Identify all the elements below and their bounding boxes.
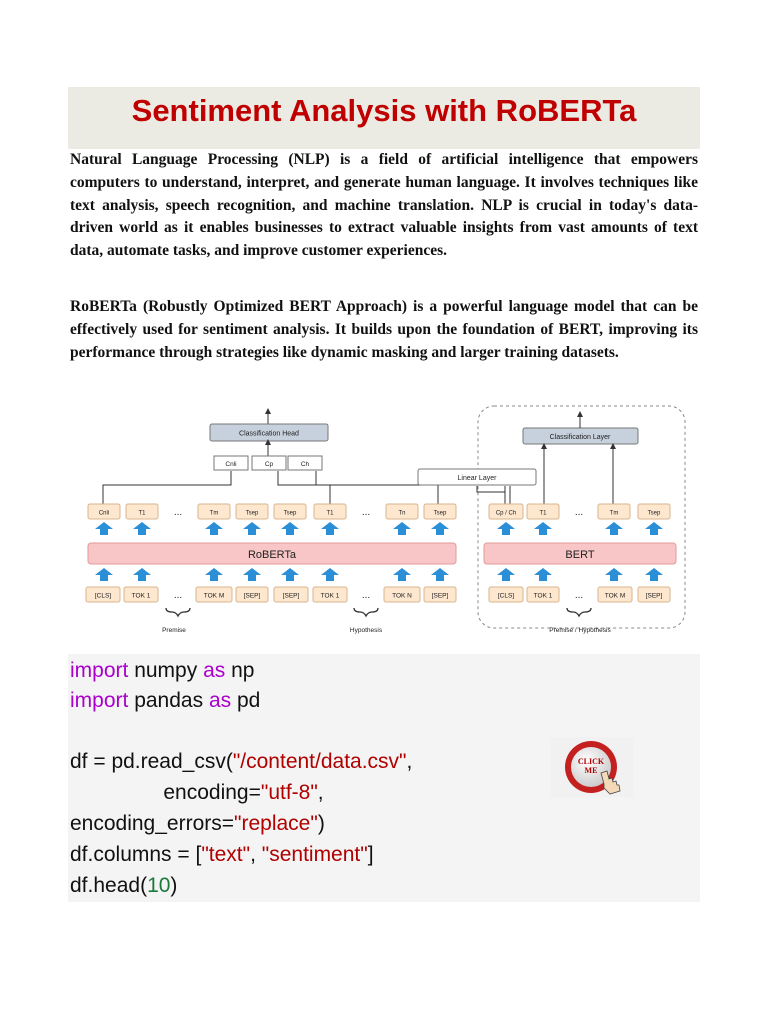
premise-hypothesis-label: Premise / Hypothesis	[549, 627, 611, 634]
page-title: Sentiment Analysis with RoBERTa	[131, 93, 637, 128]
svg-text:[SEP]: [SEP]	[645, 592, 663, 600]
svg-text:TOK 1: TOK 1	[131, 592, 151, 600]
svg-text:TOK M: TOK M	[604, 592, 626, 600]
svg-text:Tsep: Tsep	[283, 510, 297, 517]
code-line-2: import pandas as pd	[70, 689, 261, 712]
svg-text:T1: T1	[539, 510, 547, 517]
svg-text:[SEP]: [SEP]	[282, 592, 300, 600]
bert-head-label: Classification Layer	[549, 434, 611, 441]
intro-paragraph-nlp: Natural Language Processing (NLP) is a field of artificial intelligence that empowers computers to understand, interpret, and generate human language. It involves techniques like text analysis, speech recognition, and machine translation. NLP is crucial in today's data-driven world as it enables businesses to extract valuable insights from vast amounts of text data, automate tasks, and improve customer experiences.	[70, 151, 698, 260]
svg-text:[CLS]: [CLS]	[497, 592, 515, 600]
intro-paragraph-roberta: RoBERTa (Robustly Optimized BERT Approach) is a powerful language model that can be effectively used for sentiment analysis. It builds upon the foundation of BERT, improving its performance through strategies like dynamic masking and larger training datasets.	[70, 298, 698, 361]
title-banner	[68, 87, 700, 149]
svg-text:T1: T1	[138, 510, 146, 517]
code-line-7: df.head(10)	[70, 874, 178, 897]
svg-text:Tn: Tn	[398, 510, 406, 517]
svg-text:[CLS]: [CLS]	[94, 592, 112, 600]
svg-text:Tsep: Tsep	[433, 510, 447, 517]
svg-text:TOK 1: TOK 1	[533, 592, 553, 600]
click-me-button[interactable]	[551, 737, 633, 797]
svg-text:...: ...	[574, 507, 584, 518]
svg-text:Tsep: Tsep	[245, 510, 259, 517]
svg-text:...: ...	[361, 507, 371, 518]
svg-text:TOK 1: TOK 1	[320, 592, 340, 600]
code-line-5: encoding_errors="replace")	[70, 812, 325, 835]
bert-token-outputs	[489, 504, 670, 519]
svg-text:TOK M: TOK M	[203, 592, 225, 600]
svg-text:TOK N: TOK N	[392, 592, 412, 600]
svg-text:...: ...	[173, 590, 183, 601]
code-line-1: import numpy as np	[70, 659, 255, 682]
svg-text:Tm: Tm	[609, 510, 619, 517]
svg-text:[SEP]: [SEP]	[243, 592, 261, 600]
svg-text:Cp / Ch: Cp / Ch	[495, 510, 517, 517]
roberta-model-label: RoBERTa	[247, 549, 297, 561]
click-label: CLICK	[577, 757, 605, 766]
me-label: ME	[584, 766, 598, 775]
svg-text:T1: T1	[326, 510, 334, 517]
roberta-output-cp: Cp	[264, 461, 274, 468]
roberta-output-ch: Ch	[300, 461, 310, 468]
svg-text:...: ...	[173, 507, 183, 518]
hypothesis-label: Hypothesis	[349, 627, 383, 634]
bert-input-tokens	[489, 587, 670, 602]
code-line-6: df.columns = ["text", "sentiment"]	[70, 843, 374, 866]
svg-text:Cnli: Cnli	[98, 510, 110, 517]
svg-text:...: ...	[361, 590, 371, 601]
svg-text:Tm: Tm	[209, 510, 219, 517]
roberta-output-cnli: Cnli	[225, 461, 237, 468]
roberta-head-label: Classification Head	[239, 430, 299, 438]
code-line-3: df = pd.read_csv("/content/data.csv",	[70, 750, 413, 773]
bert-model-label: BERT	[565, 549, 595, 561]
premise-label: Premise	[162, 627, 186, 634]
svg-text:[SEP]: [SEP]	[431, 592, 449, 600]
linear-layer-label: Linear Layer	[457, 475, 497, 482]
architecture-diagram	[68, 400, 700, 640]
svg-text:...: ...	[574, 590, 584, 601]
code-line-4: encoding="utf-8",	[70, 781, 324, 804]
svg-text:Tsep: Tsep	[647, 510, 661, 517]
